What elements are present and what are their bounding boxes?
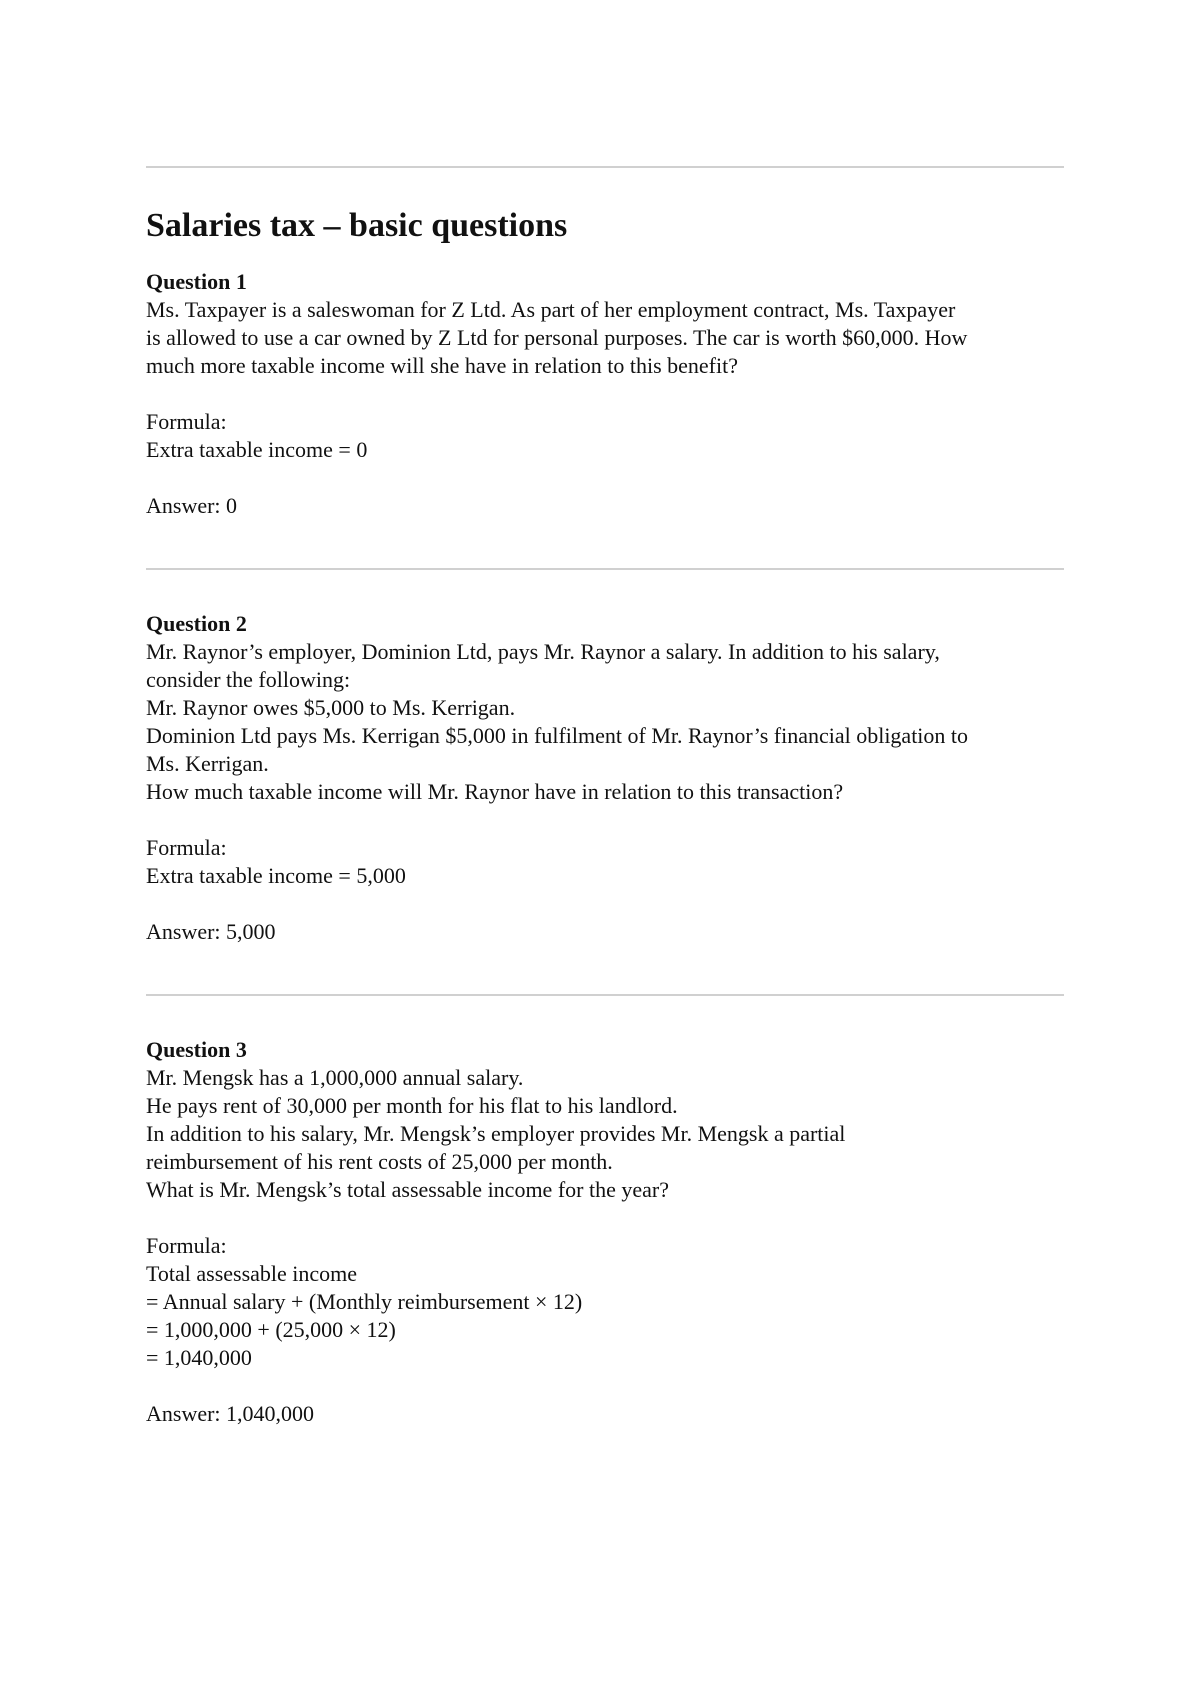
formula-line: Extra taxable income = 5,000 [146,863,406,888]
horizontal-rule [146,166,1064,168]
question-heading: Question 3 [146,1037,247,1062]
question-text-line: is allowed to use a car owned by Z Ltd for personal purposes. The car is worth $60,000. How [146,325,968,350]
horizontal-rule [146,568,1064,570]
answer-line: Answer: 5,000 [146,919,276,944]
question-text-line: Ms. Kerrigan. [146,751,269,776]
question-text-line: Ms. Taxpayer is a saleswoman for Z Ltd. As part of her employment contract, Ms. Taxpayer [146,297,956,322]
spacer [146,890,1064,918]
formula-line: = 1,000,000 + (25,000 × 12) [146,1317,396,1342]
spacer [146,806,1064,834]
spacer [146,380,1064,408]
question-text-line: How much taxable income will Mr. Raynor have in relation to this transaction? [146,779,844,804]
horizontal-rule [146,994,1064,996]
answer-line: Answer: 1,040,000 [146,1401,315,1426]
formula-line: = Annual salary + (Monthly reimbursement × 12) [146,1289,583,1314]
document-content [146,166,1064,1428]
spacer [146,1372,1064,1400]
spacer [146,464,1064,492]
formula-line: = 1,040,000 [146,1345,252,1370]
question-text-line: In addition to his salary, Mr. Mengsk’s employer provides Mr. Mengsk a partial [146,1121,846,1146]
question-text-line: He pays rent of 30,000 per month for his flat to his landlord. [146,1093,678,1118]
question-text-line: Mr. Raynor’s employer, Dominion Ltd, pays Mr. Raynor a salary. In addition to his salary, [146,639,940,664]
formula-label: Formula: [146,835,227,860]
answer-line: Answer: 0 [146,493,238,518]
formula-label: Formula: [146,409,227,434]
document-title: Salaries tax – basic questions [146,207,568,244]
spacer [146,1204,1064,1232]
question-text-line: much more taxable income will she have in relation to this benefit? [146,353,738,378]
question-text-line: consider the following: [146,667,351,692]
question-text-line: reimbursement of his rent costs of 25,000 per month. [146,1149,613,1174]
question-text-line: What is Mr. Mengsk’s total assessable income for the year? [146,1177,669,1202]
question-2 [146,610,1064,946]
question-text-line: Dominion Ltd pays Ms. Kerrigan $5,000 in fulfilment of Mr. Raynor’s financial obligation to [146,723,969,748]
question-text-line: Mr. Mengsk has a 1,000,000 annual salary. [146,1065,524,1090]
question-1 [146,268,1064,520]
question-text-line: Mr. Raynor owes $5,000 to Ms. Kerrigan. [146,695,516,720]
formula-label: Formula: [146,1233,227,1258]
question-heading: Question 1 [146,269,247,294]
question-3 [146,1036,1064,1428]
question-heading: Question 2 [146,611,247,636]
formula-line: Total assessable income [146,1261,358,1286]
formula-line: Extra taxable income = 0 [146,437,368,462]
